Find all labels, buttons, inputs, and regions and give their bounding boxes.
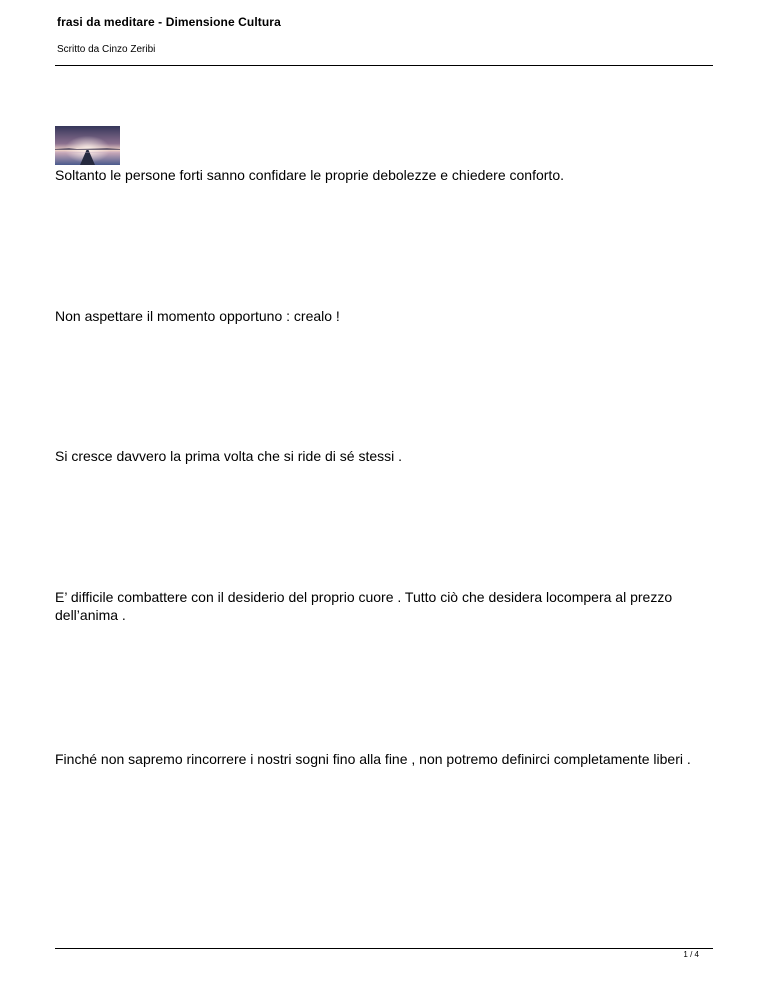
quote-4: E’ difficile combattere con il desiderio del proprio cuore . Tutto ciò che desidera locompera al prezzo dell’anima .	[55, 589, 673, 623]
quote-3: Si cresce davvero la prima volta che si ride di sé stessi .	[55, 448, 403, 464]
author-byline: Scritto da Cinzo Zeribi	[57, 44, 156, 55]
photo-water-sheen	[55, 152, 120, 153]
page-number: 1 / 4	[683, 950, 699, 959]
quote-5: Finché non sapremo rincorrere i nostri sogni fino alla fine , non potremo definirci completamente liberi .	[55, 751, 691, 767]
header-divider	[55, 65, 713, 66]
footer-divider	[55, 948, 713, 949]
quote-2: Non aspettare il momento opportuno : crealo !	[55, 308, 340, 324]
sunset-pier-image	[55, 126, 120, 165]
quote-1: Soltanto le persone forti sanno confidare le proprie debolezze e chiedere conforto.	[55, 167, 564, 183]
page-title: frasi da meditare - Dimensione Cultura	[57, 15, 281, 29]
